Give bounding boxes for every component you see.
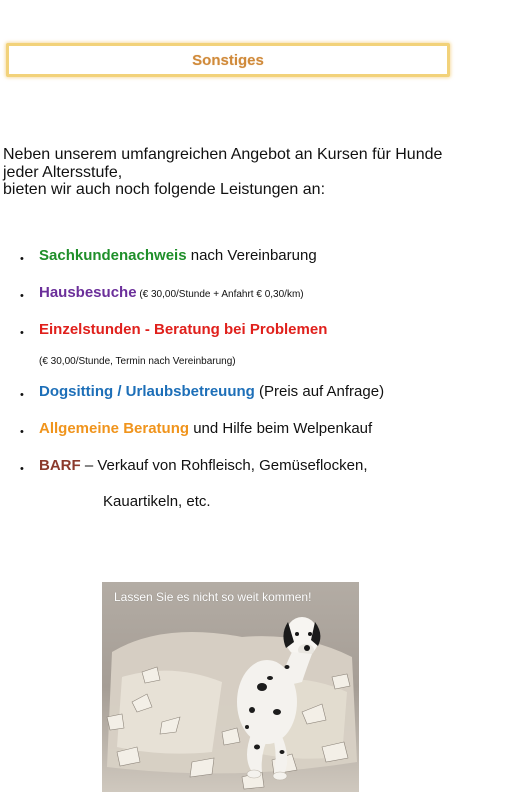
list-item — [39, 383, 384, 400]
service-name: Hausbesuche — [39, 284, 137, 301]
section-title: Sonstiges — [192, 51, 264, 69]
service-continuation: Kauartikeln, etc. — [103, 493, 211, 510]
dog-photo — [102, 582, 359, 792]
bullet-icon: • — [20, 426, 24, 438]
photo-caption: Lassen Sie es nicht so weit kommen! — [114, 590, 312, 604]
bullet-icon: • — [20, 389, 24, 401]
section-title-box — [6, 43, 450, 77]
intro-text — [3, 146, 473, 199]
list-item — [39, 247, 317, 264]
bullet-icon: • — [20, 463, 24, 475]
intro-line-3: bieten wir auch noch folgende Leistungen an: — [3, 181, 326, 198]
service-name: Sachkundenachweis — [39, 247, 187, 264]
service-name: Einzelstunden - Beratung bei Problemen — [39, 321, 328, 338]
bullet-icon: • — [20, 327, 24, 339]
intro-line-2: jeder Altersstufe, — [3, 163, 123, 181]
service-desc: (Preis auf Anfrage) — [254, 383, 385, 400]
service-name: Allgemeine Beratung — [39, 420, 190, 437]
service-name: BARF — [39, 457, 81, 474]
service-desc: und Hilfe beim Welpenkauf — [189, 420, 373, 437]
intro-line-1: Neben unserem umfangreichen Angebot an Kursen für Hunde — [3, 146, 443, 163]
dog-illustration — [102, 582, 359, 792]
list-item — [39, 457, 368, 474]
service-desc: nach Vereinbarung — [186, 247, 317, 264]
list-item — [39, 321, 327, 338]
list-item — [39, 420, 372, 437]
service-name: Dogsitting / Urlaubsbetreuung — [39, 383, 255, 400]
list-item — [39, 284, 304, 301]
service-note: (€ 30,00/Stunde, Termin nach Vereinbarung) — [39, 356, 236, 367]
service-desc: – Verkauf von Rohfleisch, Gemüseflocken, — [80, 457, 368, 474]
bullet-icon: • — [20, 253, 24, 265]
bullet-icon: • — [20, 290, 24, 302]
service-desc: (€ 30,00/Stunde + Anfahrt € 0,30/km) — [136, 289, 304, 300]
